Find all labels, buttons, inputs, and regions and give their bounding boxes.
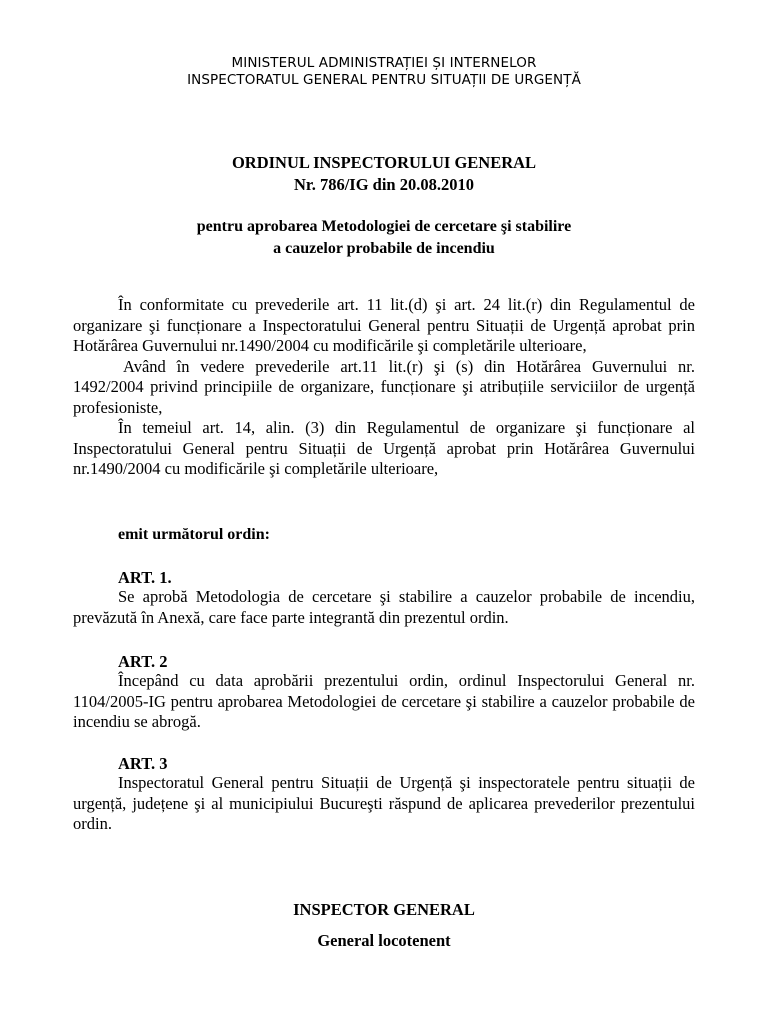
article-3-heading: ART. 3 [118, 754, 168, 773]
preamble-paragraph-2: Având în vedere prevederile art.11 lit.(r) şi (s) din Hotărârea Guvernului nr. 1492/2004 privind principiile de organizare, funcționare şi atribuțiile serviciilor de urgență profesioniste, [73, 356, 695, 417]
ministry-name: MINISTERUL ADMINISTRAȚIEI ȘI INTERNELOR [231, 55, 537, 71]
article-2-text: Începând cu data aprobării prezentului ordin, ordinul Inspectorului General nr. 1104/2005-IG pentru aprobarea Metodologiei de cercetare şi stabilire a cauzelor probabile de incendiu se abrogă. [73, 671, 695, 731]
signature-title: INSPECTOR GENERAL [293, 900, 475, 919]
article-2-heading: ART. 2 [118, 652, 168, 671]
signature-rank: General locotenent [317, 931, 451, 950]
order-subject [0, 216, 768, 260]
emit-statement: emit următorul ordin: [118, 526, 270, 543]
article-1-text: Se aprobă Metodologia de cercetare şi stabilire a cauzelor probabile de incendiu, prevăzută în Anexă, care face parte integrantă din prezentul ordin. [73, 587, 695, 627]
article-1-body [73, 587, 695, 628]
order-subject-line-1: pentru aprobarea Metodologiei de cercetare şi stabilire [196, 218, 572, 235]
article-3-body [73, 773, 695, 835]
document-header [0, 55, 768, 89]
preamble-paragraph-1: În conformitate cu prevederile art. 11 lit.(d) şi art. 24 lit.(r) din Regulamentul de organizare şi funcționare a Inspectoratului General pentru Situații de Urgență aprobat prin Hotărârea Guvernului nr.1490/2004 cu modificările şi completările ulterioare, [73, 295, 695, 355]
article-2-body [73, 671, 695, 733]
inspectorate-name: INSPECTORATUL GENERAL PENTRU SITUAȚII DE URGENȚĂ [187, 72, 581, 88]
order-subject-line-2: a cauzelor probabile de incendiu [273, 240, 495, 257]
order-number: Nr. 786/IG din 20.08.2010 [293, 175, 474, 194]
order-title-line: ORDINUL INSPECTORULUI GENERAL [231, 153, 537, 172]
preamble [73, 295, 695, 480]
order-title [0, 152, 768, 196]
preamble-paragraph-3: În temeiul art. 14, alin. (3) din Regulamentul de organizare şi funcționare al Inspectoratului General pentru Situații de Urgență aprobat prin Hotărârea Guvernului nr.1490/2004 cu modificările şi completările ulterioare, [73, 418, 695, 478]
article-1-heading: ART. 1. [118, 568, 172, 587]
article-3-text: Inspectoratul General pentru Situații de Urgență şi inspectoratele pentru situații de urgență, județene şi al municipiului Bucureşti răspund de aplicarea prevederilor prezentului ordin. [73, 773, 695, 833]
